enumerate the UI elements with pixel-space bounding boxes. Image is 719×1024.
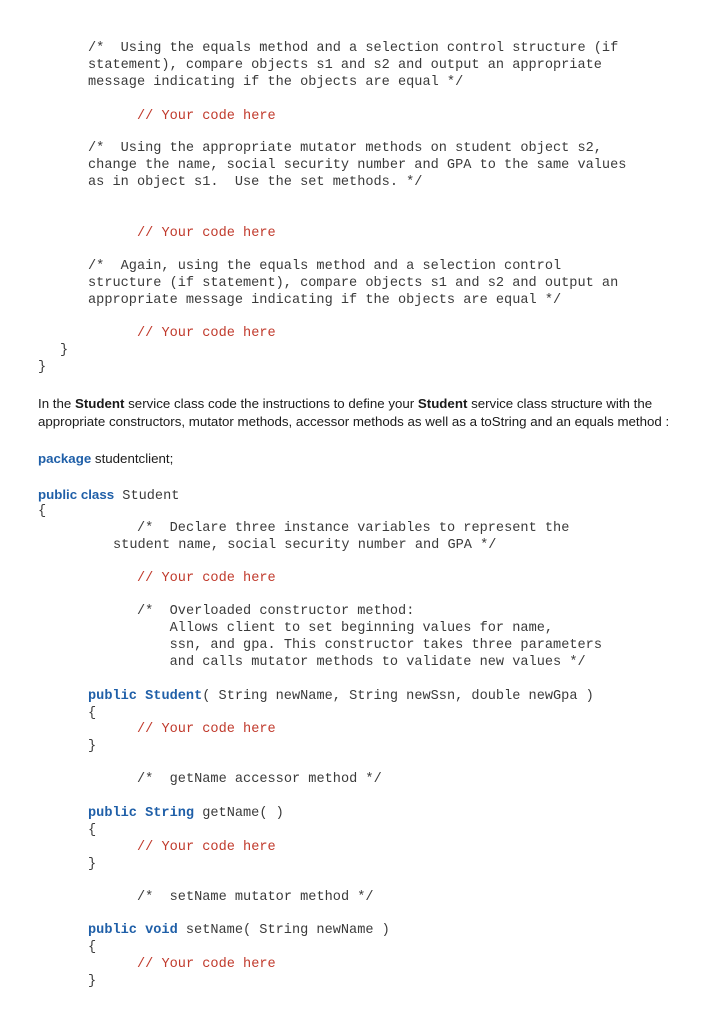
- instruction-line: appropriate constructors, mutator methods, accessor methods as well as a toString and an equals method :: [38, 414, 670, 429]
- code-comment-line: student name, social security number and GPA */: [113, 538, 497, 553]
- your-code-placeholder: // Your code here: [137, 326, 276, 341]
- code-comment-line: ssn, and gpa. This constructor takes three parameters: [137, 638, 602, 653]
- closing-brace: }: [88, 857, 97, 872]
- code-comment-line: change the name, social security number and GPA to the same values: [88, 158, 627, 173]
- opening-brace: {: [38, 504, 47, 519]
- class-declaration: public class Student: [38, 487, 180, 504]
- public-void-keywords: public void: [88, 923, 178, 938]
- constructor-name: Student: [145, 689, 203, 704]
- opening-brace: {: [88, 706, 97, 721]
- getname-signature: public String getName( ): [88, 806, 284, 821]
- class-keywords: public class: [38, 487, 115, 502]
- code-comment-line: /* getName accessor method */: [137, 772, 382, 787]
- your-code-placeholder: // Your code here: [137, 722, 276, 737]
- constructor-signature: public Student( String newName, String newSsn, double newGpa ): [88, 689, 594, 704]
- closing-brace: }: [38, 360, 47, 375]
- code-comment-line: as in object s1. Use the set methods. */: [88, 175, 423, 190]
- closing-brace: }: [88, 974, 97, 989]
- package-declaration: package studentclient;: [38, 451, 174, 466]
- public-string-keywords: public String: [88, 806, 195, 821]
- code-comment-line: appropriate message indicating if the objects are equal */: [88, 293, 562, 308]
- closing-brace: }: [60, 343, 69, 358]
- code-comment-line: Allows client to set beginning values for name,: [137, 621, 554, 636]
- opening-brace: {: [88, 940, 97, 955]
- instruction-line: In the Student service class code the instructions to define your Student service class structure with the: [38, 396, 653, 411]
- your-code-placeholder: // Your code here: [137, 957, 276, 972]
- code-comment-line: /* Again, using the equals method and a selection control: [88, 259, 562, 274]
- code-comment-line: /* Overloaded constructor method:: [137, 604, 415, 619]
- package-keyword: package: [38, 451, 92, 466]
- code-comment-line: and calls mutator methods to validate new values */: [137, 655, 586, 670]
- code-comment-line: /* Using the appropriate mutator methods on student object s2,: [88, 141, 602, 156]
- code-comment-line: structure (if statement), compare objects s1 and s2 and output an: [88, 276, 619, 291]
- opening-brace: {: [88, 823, 97, 838]
- code-comment-line: /* setName mutator method */: [137, 890, 374, 905]
- your-code-placeholder: // Your code here: [137, 226, 276, 241]
- setname-signature: public void setName( String newName ): [88, 923, 390, 938]
- code-comment-line: /* Declare three instance variables to represent the: [137, 521, 570, 536]
- your-code-placeholder: // Your code here: [137, 571, 276, 586]
- code-comment-line: statement), compare objects s1 and s2 and output an appropriate: [88, 58, 602, 73]
- your-code-placeholder: // Your code here: [137, 840, 276, 855]
- public-keyword: public: [88, 689, 137, 704]
- closing-brace: }: [88, 739, 97, 754]
- code-comment-line: message indicating if the objects are equal */: [88, 75, 464, 90]
- code-comment-line: /* Using the equals method and a selection control structure (if: [88, 41, 619, 56]
- your-code-placeholder: // Your code here: [137, 109, 276, 124]
